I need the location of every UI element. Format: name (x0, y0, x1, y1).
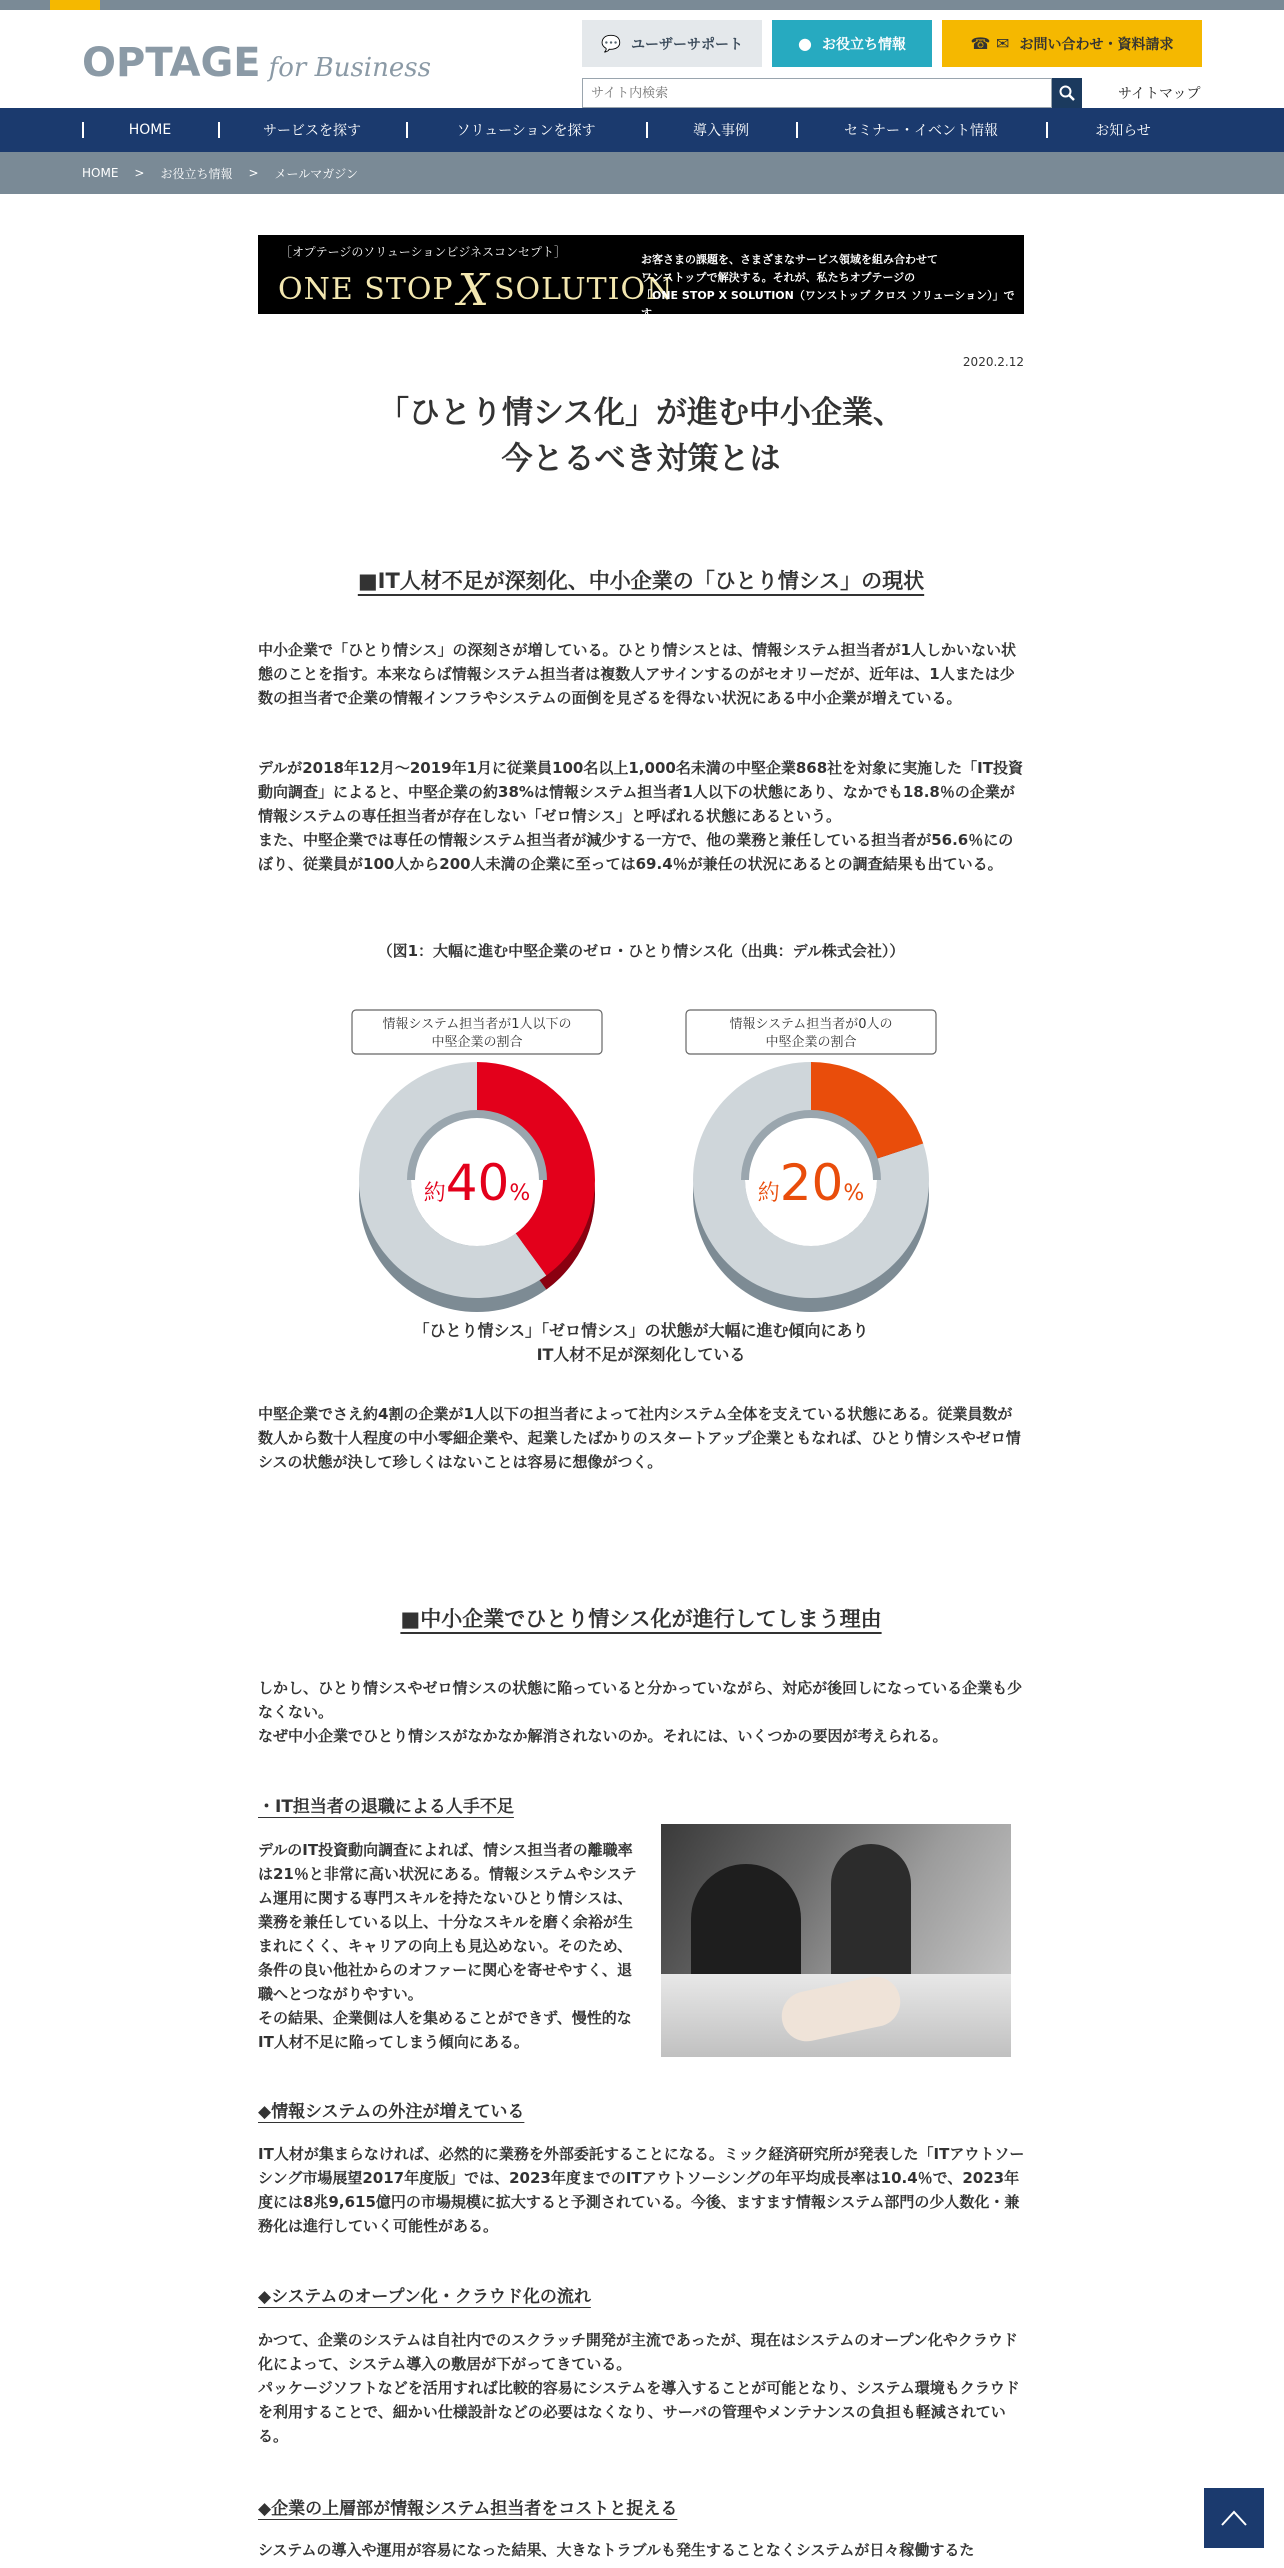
chart-label-line: 情報システム担当者が1人以下の (382, 1017, 572, 1032)
chart-note-line: IT人材不足が深刻化している (536, 1345, 746, 1364)
breadcrumb-useful-info[interactable]: お役立ち情報 (160, 166, 233, 181)
banner-line: ワンストップで解決する。それが、私たちオプテージの (641, 271, 916, 284)
global-nav (0, 108, 1284, 152)
paragraph: IT人材が集まらなければ、必然的に業務を外部委託することになる。ミック経済研究所が発表した「ITアウトソーシング市場展望2017年度版」では、2023年度までのITアウトソーシングの年平均成長率は10.4％で、2023年度には8兆9,615億円の市場規模に拡大すると予測されている。今後、ますます情報システム部門の少人数化・兼務化は進行していく可能性がある。 (258, 2145, 1025, 2235)
sub-heading: ◆情報システムの外注が増えている (258, 2102, 525, 2122)
back-to-top-button[interactable] (1204, 2488, 1264, 2548)
support-icon: 💬 (601, 34, 621, 53)
useful-info-label: お役立ち情報 (821, 36, 906, 53)
paragraph: パッケージソフトなどを活用すれば比較的容易にシステムを導入することが可能となり、システム環境もクラウドを利用することで、細かい仕様設計などの必要はなくなり、サーバの管理やメンテナンスの負担も軽減されている。 (258, 2379, 1020, 2445)
nav-news[interactable]: お知らせ (1046, 108, 1200, 152)
sub-heading: ・IT担当者の退職による人手不足 (258, 1797, 514, 1817)
top-accent-mark (50, 0, 100, 10)
banner-word-solution: SOLUTION (493, 272, 674, 307)
banner-line: お客さまの課題を、さまざまなサービス領域を組み合わせて (641, 253, 938, 266)
contact-label: お問い合わせ・資料請求 (1019, 36, 1174, 53)
banner-small-text: ［オプテージのソリューションビジネスコンセプト］ (280, 245, 566, 259)
contact-button[interactable] (942, 20, 1202, 67)
nav-services[interactable]: サービスを探す (218, 108, 406, 152)
chevron-up-icon (1219, 2508, 1249, 2528)
breadcrumb-separator: > (134, 166, 145, 180)
banner-line: 「ONE STOP X SOLUTION（ワンストップ クロス ソリューション）」です。 (641, 289, 1015, 320)
article-date: 2020.2.12 (962, 355, 1024, 369)
article-title-line: 「ひとり情シス化」が進む中小企業、 (377, 395, 905, 431)
paragraph: 中小企業で「ひとり情シス」の深刻さが増している。ひとり情シスとは、情報システム担当者が1人しかいない状態のことを指す。本来ならば情報システム担当者は複数人アサインするのがセオリーだが、近年は、1人または少数の担当者で企業の情報インフラやシステムの面倒を見ざるを得ない状況にある中小企業が増えている。 (258, 641, 1017, 707)
breadcrumb-home[interactable]: HOME (82, 166, 119, 180)
chart-label-line: 中堅企業の割合 (431, 1035, 523, 1050)
section-heading: ■IT人材不足が深刻化、中小企業の「ひとり情シス」の現状 (357, 569, 925, 593)
paragraph: システムの導入や運用が容易になった結果、大きなトラブルも発生することなくシステムが日々稼働するた (258, 2541, 975, 2559)
useful-info-button[interactable] (772, 20, 932, 67)
site-header (0, 10, 1284, 108)
nav-solutions[interactable]: ソリューションを探す (406, 108, 646, 152)
paragraph: 中堅企業でさえ約4割の企業が1人以下の担当者によって社内システム全体を支えている状態にある。従業員数が数人から数十人程度の中小零細企業や、起業したばかりのスタートアップ企業ともなれば、ひとり情シスやゼロ情シスの状態が決して珍しくはないことは容易に想像がつく。 (258, 1405, 1021, 1471)
search-button[interactable] (1052, 78, 1082, 108)
logo-main-text: OPTAGE (82, 40, 261, 86)
breadcrumb-separator: > (248, 166, 259, 180)
nav-home[interactable]: HOME (82, 108, 218, 152)
lightbulb-icon: ● (798, 34, 812, 53)
nav-case-studies[interactable]: 導入事例 (646, 108, 796, 152)
nav-seminars[interactable]: セミナー・イベント情報 (796, 108, 1046, 152)
chart-label-line: 中堅企業の割合 (765, 1035, 857, 1050)
paragraph: その結果、企業側は人を集めることができず、慢性的なIT人材不足に陥ってしまう傾向にある。 (258, 2009, 632, 2051)
donut-value-number: 40 (445, 1154, 510, 1212)
donut-value-prefix: 約 (423, 1181, 446, 1206)
chart-note-line: 「ひとり情シス」「ゼロ情シス」の状態が大幅に進む傾向にあり (413, 1321, 869, 1340)
paragraph: デルが2018年12月～2019年1月に従業員100名以上1,000名未満の中堅企業868社を対象に実施した「IT投資動向調査」によると、中堅企業の約38%は情報システム担当者1人以下の状態にあり、なかでも18.8％の企業が情報システムの専任担当者が存在しない「ゼロ情シス」と呼ばれる状態にあるという。 (258, 759, 1023, 825)
banner-word-x: X (457, 265, 490, 316)
user-support-button[interactable] (582, 20, 762, 67)
one-stop-solution-banner[interactable] (258, 235, 1024, 320)
user-support-label: ユーザーサポート (630, 36, 743, 53)
breadcrumb-current: メールマガジン (274, 166, 359, 181)
donut-value-unit: % (509, 1181, 531, 1206)
chart-label-line: 情報システム担当者が0人の (729, 1017, 893, 1032)
sub-heading: ◆システムのオープン化・クラウド化の流れ (258, 2287, 591, 2307)
donut-value-number: 20 (779, 1154, 844, 1212)
sitemap-link[interactable]: サイトマップ (1118, 86, 1201, 102)
paragraph: かつて、企業のシステムは自社内でのスクラッチ開発が主流であったが、現在はシステムのオープン化やクラウド化によって、システム導入の敷居が下がってきている。 (258, 2331, 1018, 2373)
article-title-line: 今とるべき対策とは (501, 441, 781, 477)
sub-heading: ◆企業の上層部が情報システム担当者をコストと捉える (258, 2499, 678, 2519)
banner-word-one-stop: ONE STOP (278, 272, 454, 307)
business-meeting-photo (661, 1824, 1011, 2057)
donut-chart-2 (686, 1010, 936, 1312)
donut-value-unit: % (843, 1181, 865, 1206)
phone-mail-icon: ☎ ✉ (970, 34, 1010, 53)
optage-logo[interactable] (82, 40, 431, 86)
donut-value-prefix: 約 (757, 1181, 780, 1206)
section-heading: ■中小企業でひとり情シス化が進行してしまう理由 (400, 1607, 882, 1631)
donut-chart-1 (352, 1010, 602, 1312)
paragraph: また、中堅企業では専任の情報システム担当者が減少する一方で、他の業務と兼任している担当者が56.6％にのぼり、従業員が100人から200人未満の企業に至っては69.4％が兼任の状況にあるとの調査結果も出ている。 (258, 831, 1014, 873)
breadcrumb (0, 152, 1284, 194)
donut-chart-figure (258, 1000, 1024, 1380)
top-accent-bar (0, 0, 1284, 10)
search-icon (1059, 85, 1075, 101)
paragraph: デルのIT投資動向調査によれば、情シス担当者の離職率は21％と非常に高い状況にある。情報システムやシステム運用に関する専門スキルを持たないひとり情シスは、業務を兼任している以上、十分なスキルを磨く余裕が生まれにくく、キャリアの向上も見込めない。そのため、条件の良い他社からのオファーに関心を寄せやすく、退職へとつながりやすい。 (258, 1841, 637, 2003)
logo-sub-text: for Business (268, 53, 431, 83)
banner-headline (278, 265, 673, 316)
figure-caption: （図1：大幅に進む中堅企業のゼロ・ひとり情シス化（出典：デル株式会社）） (377, 942, 905, 960)
site-search-input[interactable] (582, 78, 1052, 108)
paragraph: しかし、ひとり情シスやゼロ情シスの状態に陥っていると分かっていながら、対応が後回しになっている企業も少なくない。 (258, 1679, 1023, 1721)
article-title (258, 390, 1024, 482)
paragraph: なぜ中小企業でひとり情シスがなかなか解消されないのか。それには、いくつかの要因が考えられる。 (258, 1727, 948, 1745)
banner-description (641, 251, 1021, 323)
